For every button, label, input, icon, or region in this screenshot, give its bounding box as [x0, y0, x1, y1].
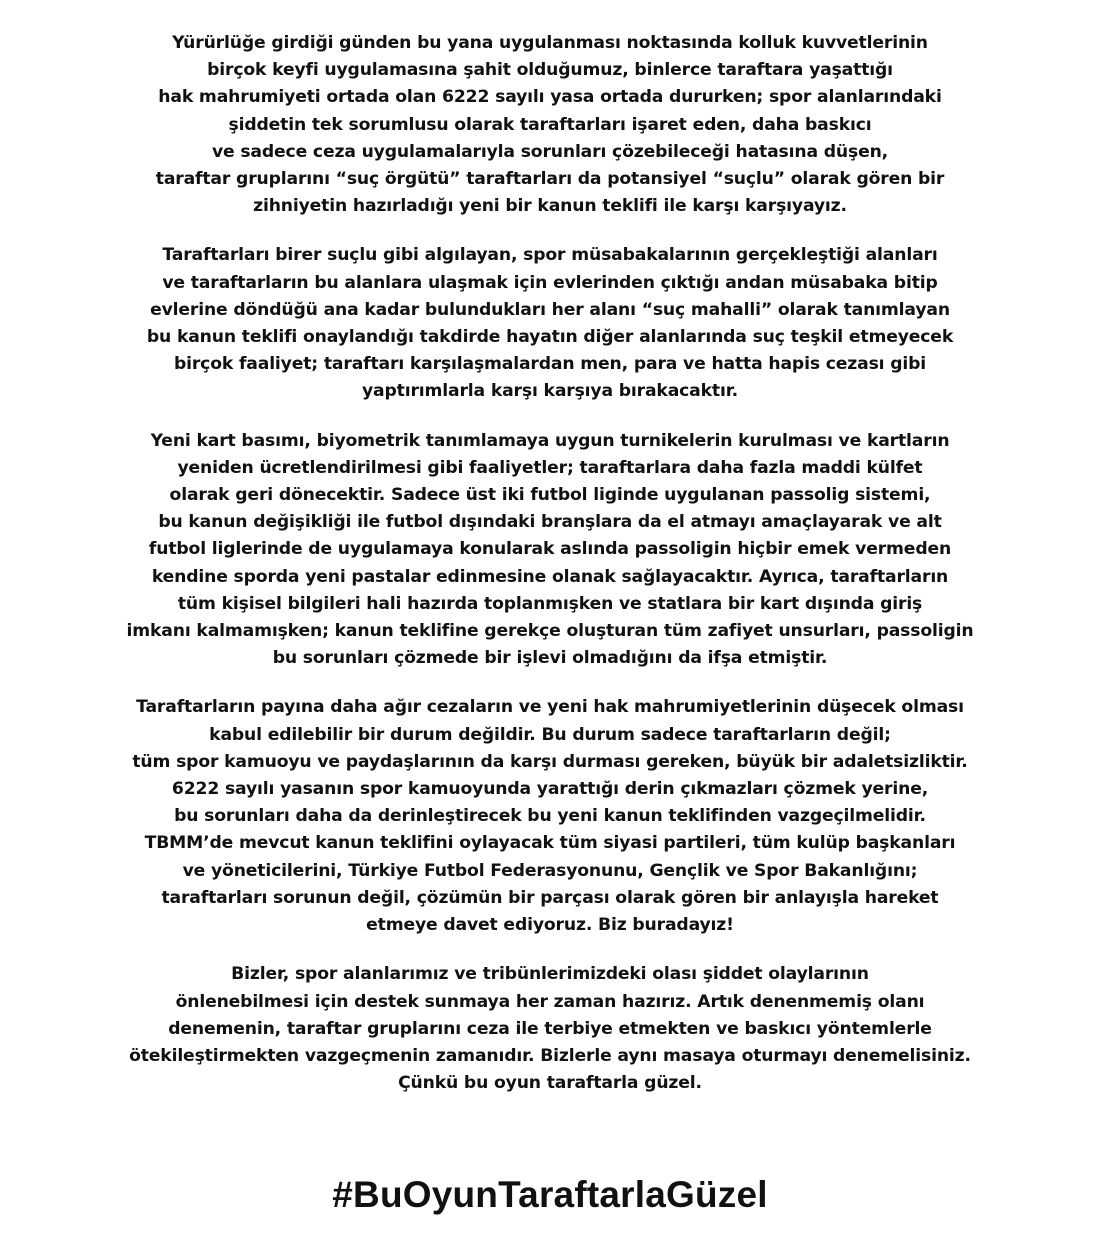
text-line: ve sadece ceza uygulamalarıyla sorunları çözebileceği hatasına düşen, [211, 141, 889, 162]
text-line: Taraftarları birer suçlu gibi algılayan, spor müsabakalarının gerçekleştiği alanları [162, 245, 938, 266]
paragraph-1 [0, 30, 1100, 220]
text-line: taraftarları sorunun değil, çözümün bir parçası olarak gören bir anlayışla hareket [161, 887, 939, 908]
text-line: taraftar gruplarını “suç örgütü” taraftarları da potansiyel “suçlu” olarak gören bir [155, 169, 945, 190]
text-line: Bizler, spor alanlarımız ve tribünlerimizdeki olası şiddet olaylarının [231, 964, 869, 985]
text-line: tüm kişisel bilgileri hali hazırda toplanmışken ve statlara bir kart dışında giriş [177, 593, 923, 614]
text-line: Yeni kart basımı, biyometrik tanımlamaya uygun turnikelerin kurulması ve kartların [150, 430, 950, 451]
paragraph-4 [0, 694, 1100, 939]
paragraph-2 [0, 242, 1100, 405]
text-line: etmeye davet ediyoruz. Biz buradayız! [366, 915, 734, 936]
text-line: bu kanun teklifi onaylandığı takdirde hayatın diğer alanlarında suç teşkil etmeyecek [146, 327, 954, 348]
text-line: bu sorunları çözmede bir işlevi olmadığını da ifşa etmiştir. [272, 648, 828, 669]
text-line: futbol liglerinde de uygulamaya konularak aslında passoligin hiçbir emek vermeden [148, 539, 952, 560]
text-line: Yürürlüğe girdiği günden bu yana uygulanması noktasında kolluk kuvvetlerinin [172, 33, 928, 53]
paragraph-3 [0, 428, 1100, 673]
text-line: ve taraftarların bu alanlara ulaşmak için evlerinden çıktığı andan müsabaka bitip [162, 272, 938, 293]
text-line: Çünkü bu oyun taraftarla güzel. [398, 1073, 702, 1094]
text-line: imkanı kalmamışken; kanun teklifine gerekçe oluşturan tüm zafiyet unsurları, passoligin [126, 621, 974, 642]
text-line: ötekileştirmekten vazgeçmenin zamanıdır. Bizlerle aynı masaya oturmayı denemelisiniz. [129, 1045, 971, 1066]
text-line: denemenin, taraftar gruplarını ceza ile terbiye etmekten ve baskıcı yöntemlerle [168, 1018, 932, 1039]
text-line: TBMM’de mevcut kanun teklifini oylayacak tüm siyasi partileri, tüm kulüp başkanları [144, 833, 956, 854]
text-line: 6222 sayılı yasanın spor kamuoyunda yarattığı derin çıkmazları çözmek yerine, [171, 779, 929, 800]
text-line: evlerine döndüğü ana kadar bulundukları her alanı “suç mahalli” olarak tanımlayan [150, 299, 950, 320]
text-line: kendine sporda yeni pastalar edinmesine olanak sağlayacaktır. Ayrıca, taraftarların [151, 566, 949, 587]
text-line: şiddetin tek sorumlusu olarak taraftarları işaret eden, daha baskıcı [228, 114, 872, 135]
text-line: olarak geri dönecektir. Sadece üst iki futbol liginde uygulanan passolig sistemi, [169, 485, 931, 506]
text-line: kabul edilebilir bir durum değildir. Bu durum sadece taraftarların değil; [209, 724, 891, 745]
text-line: bu kanun değişikliği ile futbol dışındaki branşlara da el atmayı amaçlayarak ve alt [158, 512, 942, 533]
text-line: yaptırımlarla karşı karşıya bırakacaktır. [362, 381, 738, 402]
paragraph-5 [0, 961, 1100, 1097]
text-line: bu sorunları daha da derinleştirecek bu yeni kanun teklifinden vazgeçilmelidir. [174, 806, 926, 827]
text-line: önlenebilmesi için destek sunmaya her zaman hazırız. Artık denenmemiş olanı [175, 991, 925, 1012]
text-line: yeniden ücretlendirilmesi gibi faaliyetler; taraftarlara daha fazla maddi külfet [177, 457, 923, 478]
text-line: zihniyetin hazırladığı yeni bir kanun teklifi ile karşı karşıyayız. [253, 196, 847, 217]
text-line: Taraftarların payına daha ağır cezaların ve yeni hak mahrumiyetlerinin düşecek olması [136, 697, 964, 718]
text-line: birçok faaliyet; taraftarı karşılaşmalardan men, para ve hatta hapis cezası gibi [173, 354, 927, 375]
text-line: birçok keyfi uygulamasına şahit olduğumuz, binlerce taraftara yaşattığı [207, 60, 893, 81]
text-line: ve yöneticilerini, Türkiye Futbol Federasyonunu, Gençlik ve Spor Bakanlığını; [182, 860, 918, 881]
text-line: hak mahrumiyeti ortada olan 6222 sayılı yasa ortada dururken; spor alanlarındaki [158, 87, 942, 108]
statement-body [0, 30, 1100, 1119]
hashtag-title: #BuOyunTaraftarlaGüzel [332, 1174, 768, 1215]
text-line: tüm spor kamuoyu ve paydaşlarının da karşı durması gereken, büyük bir adaletsizliktir. [132, 751, 968, 772]
